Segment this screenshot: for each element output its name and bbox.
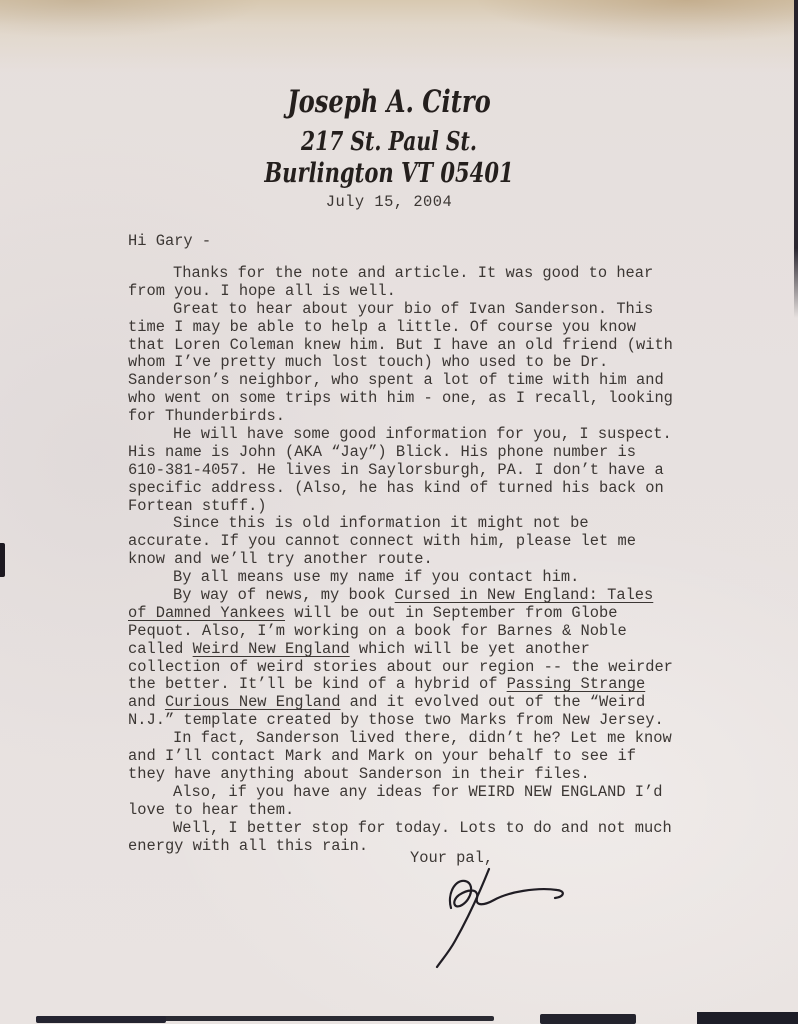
letter-line [128, 480, 728, 498]
underlined-title: Passing Strange [506, 675, 646, 694]
letter-text: from you. I hope all is well. [128, 281, 396, 300]
letter-text: He will have some good information for you, I suspect. [173, 425, 672, 444]
letter-text: whom I’ve pretty much lost touch) who used to be Dr. [128, 353, 609, 372]
letter-text: and [128, 693, 165, 712]
letter-text: N.J.” template created by those two Marks from New Jersey. [128, 711, 664, 730]
letter-text: By way of news, my book [173, 586, 395, 605]
underlined-title: Weird New England [192, 639, 350, 658]
signature-icon [405, 861, 585, 976]
letter-line [128, 569, 728, 587]
letter-line [128, 283, 728, 301]
letter-text: specific address. (Also, he has kind of turned his back on [128, 478, 664, 497]
letter-text: Fortean stuff.) [128, 496, 267, 515]
letter-line [128, 766, 728, 784]
letter-line [128, 372, 728, 390]
underlined-title: Curious New England [164, 693, 341, 712]
letter-line [128, 515, 728, 533]
underlined-title: of Damned Yankees [128, 603, 286, 622]
letter-text: know and we’ll try another route. [128, 550, 433, 569]
letter-line [128, 694, 728, 712]
letter-line [128, 354, 728, 372]
letter-line [128, 462, 728, 480]
letter-line [128, 408, 728, 426]
letter-line [128, 712, 728, 730]
letter-line [128, 730, 728, 748]
scan-edge-right [794, 0, 798, 318]
letterhead-name: Joseph A. Citro [287, 84, 491, 120]
letter-text: Great to hear about your bio of Ivan Sanderson. This [173, 299, 654, 318]
letter-text: and I’ll contact Mark and Mark on your behalf to see if [128, 747, 636, 766]
letter-text: energy with all this rain. [128, 836, 369, 855]
letter-text: which will be yet another [349, 639, 590, 658]
letter-text: Well, I better stop for today. Lots to do and not much [173, 818, 672, 837]
underlined-title: Cursed in New England: Tales [394, 586, 654, 605]
letter-line [128, 623, 728, 641]
letter-text: who went on some trips with him - one, as I recall, looking [128, 389, 673, 408]
letter-text: Since this is old information it might not be [173, 514, 589, 533]
letter-text: Pequot. Also, I’m working on a book for Barnes & Noble [128, 621, 627, 640]
letter-line [128, 659, 728, 677]
letter-line [128, 676, 728, 694]
letter-line [128, 426, 728, 444]
letter-line [128, 784, 728, 802]
letter-line [128, 319, 728, 337]
scan-edge-bottom [540, 1014, 636, 1024]
scan-edge-bottom [697, 1012, 798, 1024]
letter-date: July 15, 2004 [325, 193, 453, 211]
letter-text: 610-381-4057. He lives in Saylorsburgh, PA. I don’t have a [128, 460, 664, 479]
letterhead-address-line2: Burlington VT 05401 [264, 158, 514, 189]
letter-body [128, 265, 728, 855]
letter-line [128, 802, 728, 820]
letter-line [128, 444, 728, 462]
letter-text: Also, if you have any ideas for WEIRD NEW ENGLAND I’d [173, 782, 663, 801]
scan-mark-left [0, 543, 5, 577]
letter-text: that Loren Coleman knew him. But I have an old friend (with [128, 335, 673, 354]
letter-text: Thanks for the note and article. It was good to hear [173, 264, 654, 282]
letter-text: time I may be able to help a little. Of course you know [128, 317, 636, 336]
letter-line [128, 641, 728, 659]
letter-text: By all means use my name if you contact him. [173, 568, 580, 587]
letter-line [128, 390, 728, 408]
letter-line [128, 301, 728, 319]
letter-text: Sanderson’s neighbor, who spent a lot of time with him and [128, 371, 664, 390]
letter-text: accurate. If you cannot connect with him, please let me [128, 532, 636, 551]
letter-line [128, 748, 728, 766]
letter-line [128, 265, 728, 283]
letter-text: for Thunderbirds. [128, 407, 286, 426]
letter-line [128, 605, 728, 623]
letter-line [128, 533, 728, 551]
letter-text: collection of weird stories about our region -- the weirder [128, 657, 673, 676]
letter-line [128, 337, 728, 355]
letter-text: will be out in September from Globe [285, 603, 618, 622]
letter-line [128, 820, 728, 838]
letter-text: the better. It’ll be kind of a hybrid of [128, 675, 507, 694]
letter-text: they have anything about Sanderson in their files. [128, 764, 590, 783]
letter-line [128, 587, 728, 605]
letter-text: His name is John (AKA “Jay”) Blick. His phone number is [128, 442, 636, 461]
letterhead-address-line1: 217 St. Paul St. [301, 127, 477, 157]
letter-text: called [128, 639, 193, 658]
scan-edge-bottom [36, 1016, 166, 1023]
letter-line [128, 498, 728, 516]
scan-top-shadow [0, 0, 798, 72]
letter-text: love to hear them. [128, 800, 295, 819]
letter-line [128, 551, 728, 569]
salutation: Hi Gary - [128, 232, 212, 250]
letter-text: In fact, Sanderson lived there, didn’t he? Let me know [173, 729, 672, 748]
letter-text: and it evolved out of the “Weird [340, 693, 646, 712]
closing: Your pal, [410, 849, 494, 867]
